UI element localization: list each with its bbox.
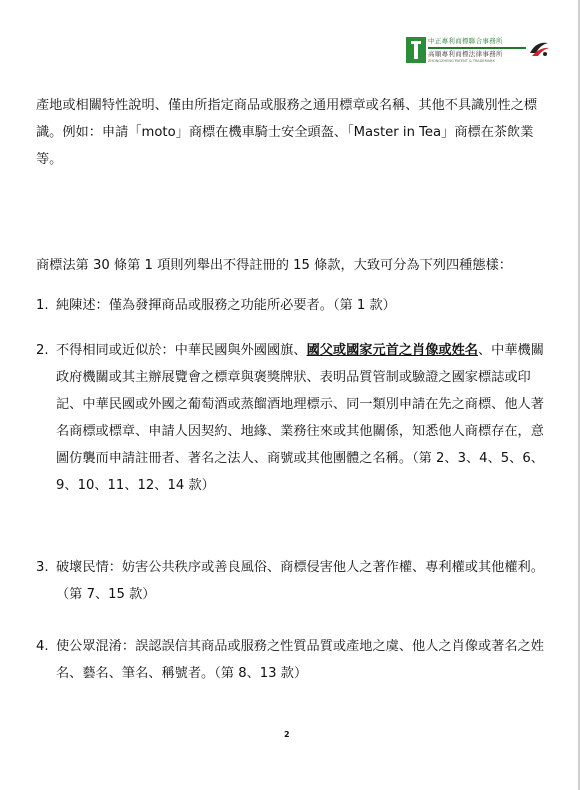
list-item	[36, 337, 552, 499]
firm-name-secondary: 高順專利商標法律事務所	[428, 50, 503, 58]
firm-logo-text	[428, 37, 526, 63]
list-item-text: 破壞民情：妨害公共秩序或善良風俗、商標侵害他人之著作權、專利權或其他權利。	[56, 560, 544, 575]
swirl-emblem-icon	[528, 39, 550, 59]
emphasized-phrase: 國父或國家元首之肖像或姓名	[306, 343, 478, 358]
list-item-note: （第 7、15 款）	[56, 587, 156, 602]
lead-text: 商標法第 30 條第 1 項則列舉出不得註冊的 15 條款，大致可分為下列四種態樣：	[36, 258, 512, 273]
list-item	[36, 292, 552, 319]
list-item-number: 4.	[36, 639, 49, 654]
firm-logo-mark	[406, 37, 426, 63]
list-item	[36, 554, 552, 608]
list-item-number: 3.	[36, 560, 49, 575]
firm-name-primary: 中正專利商標聯合事務所	[428, 37, 503, 45]
list-item	[36, 633, 552, 687]
list-item-number: 2.	[36, 343, 49, 358]
list-item-number: 1.	[36, 298, 49, 313]
firm-logo	[406, 37, 548, 63]
intro-paragraph	[36, 92, 552, 173]
firm-name-english: ZHONGZHENG PATENT & TRADEMARK	[428, 59, 495, 63]
intro-text: 產地或相關特性說明、僅由所指定商品或服務之通用標章或名稱、其他不具識別性之標識。例如：申請「moto」商標在機車騎士安全頭盔、「Master in Tea」商標在茶飲業等。	[36, 98, 538, 167]
page-number: 2	[284, 730, 290, 739]
lead-paragraph	[36, 252, 552, 279]
list-item-text: 純陳述：僅為發揮商品或服務之功能所必要者。（第 1 款）	[56, 298, 396, 313]
list-item-text	[56, 337, 552, 499]
list-item-text-after: 、中華機關政府機關或其主辦展覽會之標章與褒獎牌狀、表明品質管制或驗證之國家標誌或印記、中華民國或外國之葡萄酒或蒸餾酒地理標示、同一類別申請在先之商標、他人著名商標或標章、申請人因契約、地緣、業務往來或其他關係，知悉他人商標存在，意圖仿襲而申請註冊者、著名之法人、商號或其他團體之名稱。（第 2、3、4、5、6、9、10、11、12、14 款）	[56, 343, 544, 493]
logo-divider	[428, 47, 526, 49]
list-item-text: 使公眾混淆：誤認誤信其商品或服務之性質品質或產地之虞、他人之肖像或著名之姓名、藝名、筆名、稱號者。（第 8、13 款）	[56, 639, 544, 681]
list-item-text-before: 不得相同或近似於：中華民國與外國國旗、	[56, 343, 307, 358]
